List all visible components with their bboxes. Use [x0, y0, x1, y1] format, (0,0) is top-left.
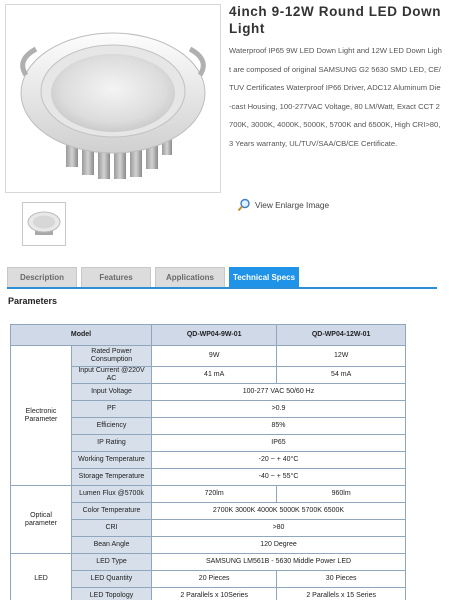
view-enlarge-image-label[interactable]: View Enlarge Image [255, 200, 330, 210]
row-label: CRI [72, 520, 152, 537]
cell-value: IP65 [152, 435, 406, 452]
group-optical: Optical parameter [11, 486, 72, 554]
row-label: Color Temperature [72, 503, 152, 520]
row-label: LED Topology [72, 588, 152, 600]
row-label: Rated Power Consumption [72, 346, 152, 367]
cell-value: 2 Parallels x 15 Series [277, 588, 406, 600]
parameters-heading: Parameters [8, 296, 58, 306]
magnifier-icon [237, 198, 251, 212]
product-main-image[interactable] [5, 4, 221, 193]
cell-value: 9W [152, 346, 277, 367]
table-header-row [11, 325, 406, 346]
downlight-thumbnail-photo [23, 203, 65, 245]
row-label: Bean Angle [72, 537, 152, 554]
tab-applications[interactable]: Applications [155, 267, 225, 287]
table-row [11, 554, 406, 571]
product-thumbnail[interactable] [22, 202, 66, 246]
cell-value: -20 ~ + 40°C [152, 452, 406, 469]
downlight-photo [6, 5, 220, 192]
row-label: Working Temperature [72, 452, 152, 469]
cell-value: 30 Pieces [277, 571, 406, 588]
group-led: LED [11, 554, 72, 600]
header-model-9w: QD-WP04-9W-01 [152, 325, 277, 346]
cell-value: 85% [152, 418, 406, 435]
table-row [11, 486, 406, 503]
cell-value: 20 Pieces [152, 571, 277, 588]
cell-value: 54 mA [277, 367, 406, 384]
row-label: LED Quantity [72, 571, 152, 588]
cell-value: >0.9 [152, 401, 406, 418]
cell-value: 2 Parallels x 10Series [152, 588, 277, 600]
parameters-table [10, 324, 406, 600]
row-label: Storage Temperature [72, 469, 152, 486]
view-enlarge-image-link[interactable] [237, 198, 329, 212]
cell-value: 12W [277, 346, 406, 367]
tab-technical-specs[interactable]: Technical Specs [229, 267, 299, 287]
product-tabs [7, 267, 437, 289]
tab-features[interactable]: Features [81, 267, 151, 287]
cell-value: 100-277 VAC 50/60 Hz [152, 384, 406, 401]
cell-value: 720lm [152, 486, 277, 503]
cell-value: -40 ~ + 55°C [152, 469, 406, 486]
row-label: Input Current @220V AC [72, 367, 152, 384]
cell-value: >80 [152, 520, 406, 537]
table-row [11, 346, 406, 367]
header-model-12w: QD-WP04-12W-01 [277, 325, 406, 346]
row-label: Lumen Flux @5700k [72, 486, 152, 503]
row-label: LED Type [72, 554, 152, 571]
row-label: Efficiency [72, 418, 152, 435]
product-description: Waterproof IP65 9W LED Down Light and 12W LED Down Light are composed of original SAMSUNG G2 5630 SMD LED, CE/TUV Certificates Waterproof IP66 Driver, ADC12 Aluminum Die-cast Housing, 100-277VAC Voltage, 80 LM/Watt, Exact CCT 2700K, 3000K, 4000K, 5000K, 5700K and 6500K, High CRI>80, 3 Years warranty, UL/TUV/SAA/CB/CE Certificate. [229, 46, 442, 148]
cell-value: 41 mA [152, 367, 277, 384]
cell-value: 2700K 3000K 4000K 5000K 5700K 6500K [152, 503, 406, 520]
row-label: IP Rating [72, 435, 152, 452]
cell-value: 960lm [277, 486, 406, 503]
product-title: 4inch 9-12W Round LED Down Light [229, 4, 442, 36]
row-label: Input Voltage [72, 384, 152, 401]
header-model: Model [11, 325, 152, 346]
group-electronic: Electronic Parameter [11, 346, 72, 486]
cell-value: 120 Degree [152, 537, 406, 554]
cell-value: SAMSUNG LM561B - 5630 Middle Power LED [152, 554, 406, 571]
tab-description[interactable]: Description [7, 267, 77, 287]
row-label: PF [72, 401, 152, 418]
